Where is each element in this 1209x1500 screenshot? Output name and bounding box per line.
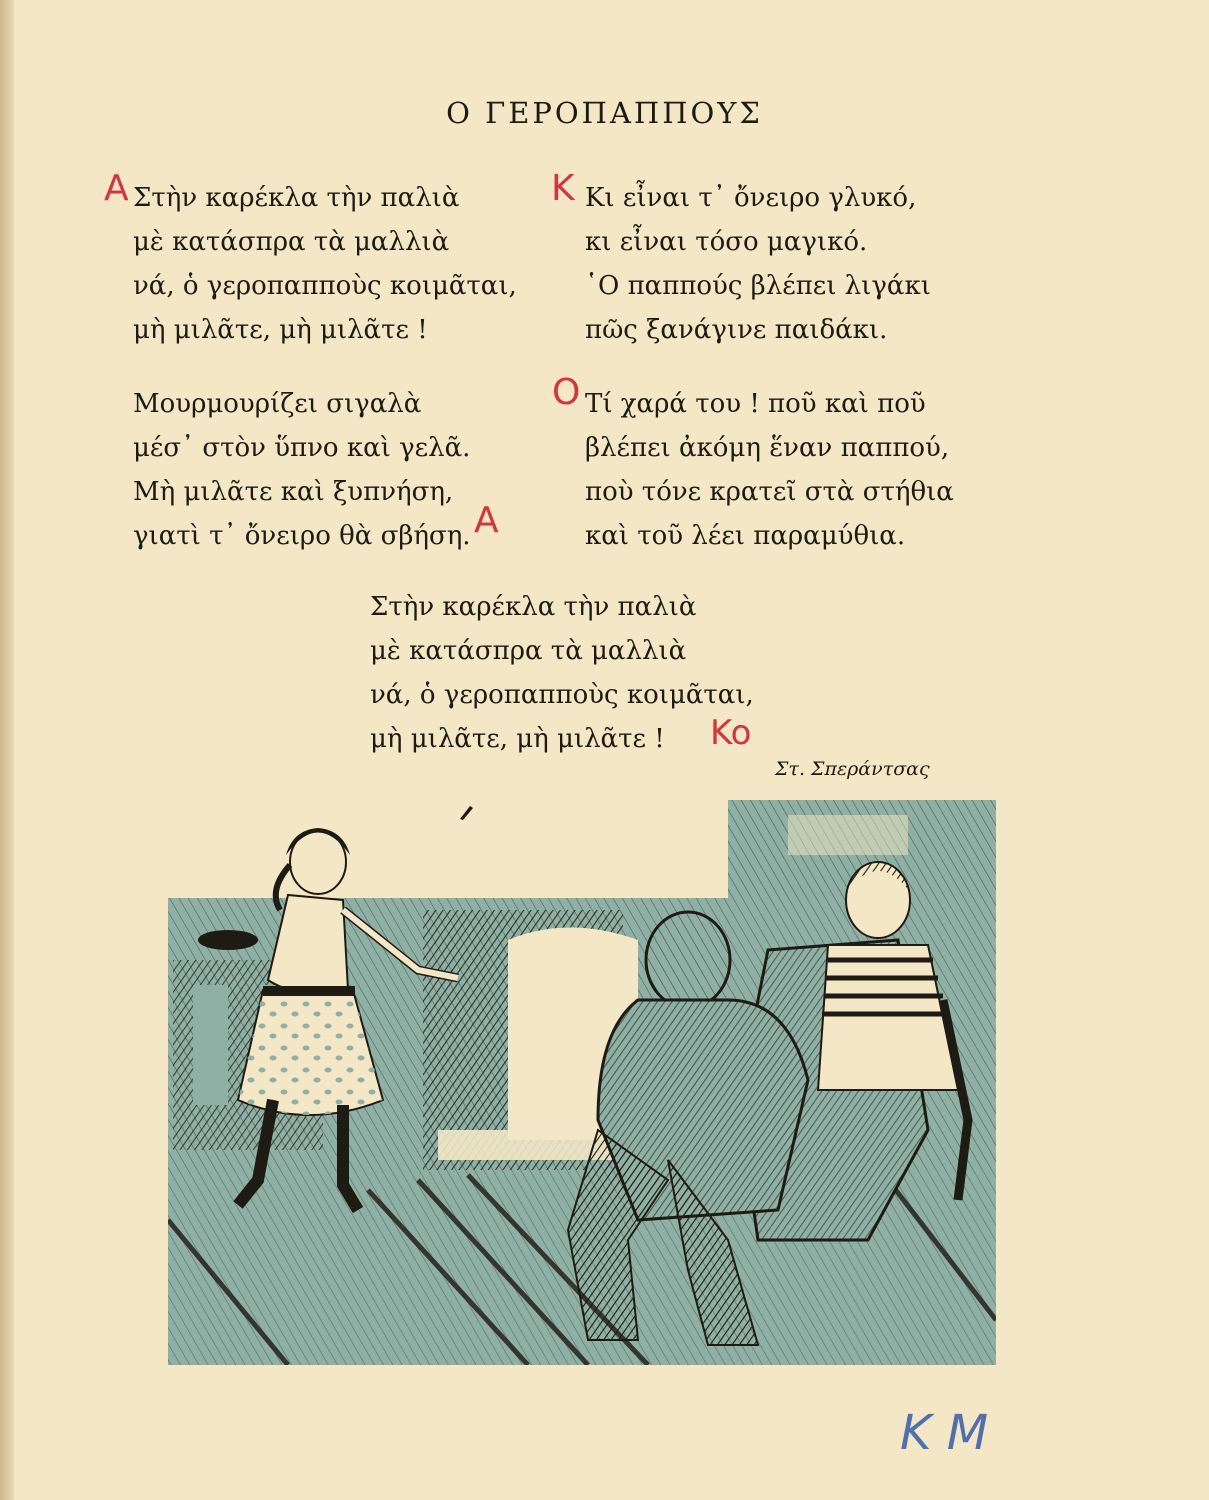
stanza-refrain bbox=[370, 585, 754, 761]
verse-line: καὶ τοῦ λέει παραμύθια. bbox=[585, 521, 906, 551]
verse-line: Μουρμουρίζει σιγαλὰ bbox=[133, 389, 422, 419]
verse-line: Στὴν καρέκλα τὴν παλιὰ bbox=[133, 183, 460, 213]
verse-line: νά, ὁ γεροπαπποὺς κοιμᾶται, bbox=[133, 271, 517, 301]
handwritten-mark-o: O bbox=[552, 372, 581, 413]
verse-line: ῾Ο παππούς βλέπει λιγάκι bbox=[585, 271, 931, 301]
verse-line: μὲ κατάσπρα τὰ μαλλιὰ bbox=[370, 636, 687, 666]
verse-line: μὴ μιλᾶτε, μὴ μιλᾶτε ! bbox=[370, 724, 665, 754]
handwritten-mark-a: A bbox=[104, 168, 129, 209]
verse-line: μὴ μιλᾶτε, μὴ μιλᾶτε ! bbox=[133, 315, 428, 345]
verse-line: ποὺ τόνε κρατεῖ στὰ στήθια bbox=[585, 477, 954, 507]
stanza-1 bbox=[133, 176, 517, 352]
stanza-2 bbox=[133, 382, 471, 558]
stanza-4 bbox=[585, 382, 954, 558]
verse-line: νά, ὁ γεροπαπποὺς κοιμᾶται, bbox=[370, 680, 754, 710]
handwritten-mark-k: K bbox=[551, 168, 575, 209]
verse-line: γιατὶ τ᾽ ὄνειρο θὰ σβήση. bbox=[133, 521, 471, 551]
poem-author: Στ. Σπεράντσας bbox=[775, 758, 930, 780]
page-binding-edge bbox=[0, 0, 14, 1500]
verse-line: Κι εἶναι τ᾽ ὄνειρο γλυκό, bbox=[585, 183, 917, 213]
verse-line: πῶς ξανάγινε παιδάκι. bbox=[585, 315, 888, 345]
verse-line: Στὴν καρέκλα τὴν παλιὰ bbox=[370, 592, 697, 622]
verse-line: μέσ᾽ στὸν ὕπνο καὶ γελᾶ. bbox=[133, 433, 471, 463]
verse-line: Τί χαρά του ! ποῦ καὶ ποῦ bbox=[585, 389, 926, 419]
verse-line: βλέπει ἀκόμη ἕναν παππού, bbox=[585, 433, 950, 463]
stanza-3 bbox=[585, 176, 931, 352]
handwritten-mark-bottom: K M bbox=[900, 1405, 989, 1461]
illustration-grandfather-sleeping bbox=[168, 800, 996, 1365]
handwritten-mark-a: A bbox=[474, 500, 499, 541]
verse-line: μὲ κατάσπρα τὰ μαλλιὰ bbox=[133, 227, 450, 257]
handwritten-mark-ko: Ko bbox=[710, 713, 752, 753]
verse-line: κι εἶναι τόσο μαγικό. bbox=[585, 227, 868, 257]
verse-line: Μὴ μιλᾶτε καὶ ξυπνήση, bbox=[133, 477, 454, 507]
poem-title: Ο ΓΕΡΟΠΑΠΠΟΥΣ bbox=[446, 96, 763, 130]
